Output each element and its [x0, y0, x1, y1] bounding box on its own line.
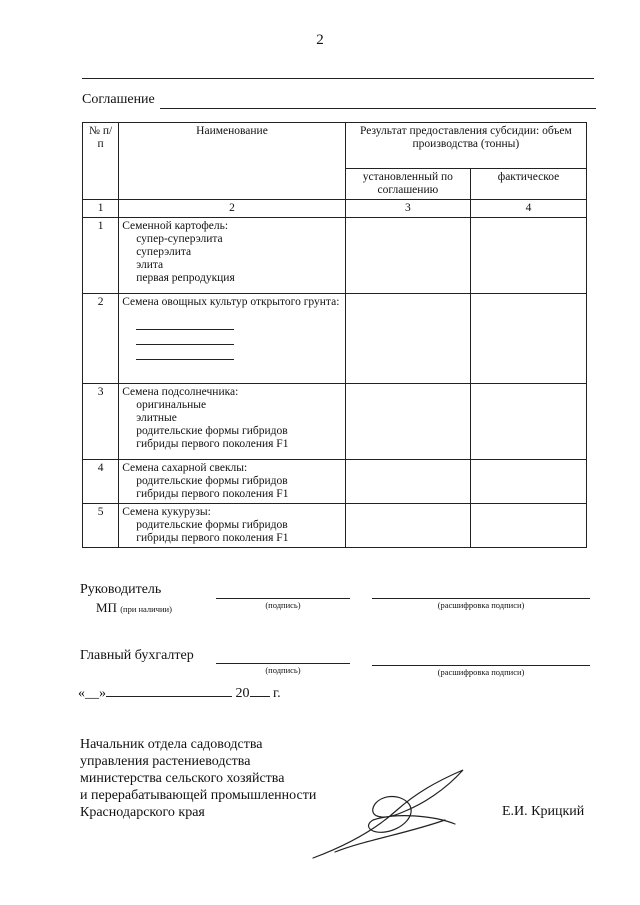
footer-line: Краснодарского края — [80, 805, 205, 820]
row-num: 4 — [83, 460, 119, 504]
accountant-decode-caption: (расшифровка подписи) — [437, 667, 525, 677]
accountant-label: Главный бухгалтер — [80, 648, 194, 663]
head-signature-caption: (подпись) — [265, 600, 301, 610]
footer-line: Начальник отдела садоводства — [80, 737, 263, 752]
table-row — [83, 504, 587, 548]
row-num: 5 — [83, 504, 119, 548]
accountant-signature-caption: (подпись) — [265, 665, 301, 675]
row-title: Семенной картофель: — [122, 220, 229, 232]
actual-cell — [470, 294, 586, 384]
header-actual: фактическое — [470, 169, 586, 200]
row-num: 2 — [83, 294, 119, 384]
col-number: 1 — [83, 200, 119, 218]
row-name — [119, 384, 346, 460]
date-line — [78, 684, 281, 702]
mp-stamp-label — [96, 600, 172, 616]
planned-cell — [345, 460, 470, 504]
handwritten-signature — [305, 760, 485, 870]
row-item: родительские формы гибридов — [136, 519, 288, 531]
row-name — [119, 218, 346, 294]
row-name — [119, 294, 346, 384]
head-label: Руководитель — [80, 582, 162, 597]
row-item: гибриды первого поколения F1 — [136, 488, 289, 500]
table-row — [83, 294, 587, 384]
subsidy-table — [82, 122, 587, 548]
row-item: элита — [136, 259, 164, 271]
row-num: 1 — [83, 218, 119, 294]
actual-cell — [470, 504, 586, 548]
agreement-line — [160, 108, 596, 109]
footer-line: министерства сельского хозяйства — [80, 771, 285, 786]
row-item: родительские формы гибридов — [136, 475, 288, 487]
row-item: элитные — [136, 412, 177, 424]
date-day: «__» — [78, 686, 106, 701]
signer-name: Е.И. Крицкий — [502, 804, 585, 819]
date-suffix: г. — [273, 686, 281, 701]
actual-cell — [470, 218, 586, 294]
row-item: родительские формы гибридов — [136, 425, 288, 437]
top-rule — [82, 78, 594, 79]
header-planned: установленный по соглашению — [345, 169, 470, 200]
page-number: 2 — [316, 32, 324, 48]
row-title: Семена кукурузы: — [122, 506, 211, 518]
row-num: 3 — [83, 384, 119, 460]
actual-cell — [470, 384, 586, 460]
table-row — [83, 460, 587, 504]
planned-cell — [345, 384, 470, 460]
row-item: оригинальные — [136, 399, 207, 411]
row-name — [119, 504, 346, 548]
row-item: первая репродукция — [136, 272, 235, 284]
table-row — [83, 218, 587, 294]
row-title: Семена сахарной свеклы: — [122, 462, 248, 474]
planned-cell — [345, 504, 470, 548]
blank-line — [136, 315, 234, 330]
date-year-blank — [250, 684, 270, 697]
head-decode-caption: (расшифровка подписи) — [437, 600, 525, 610]
footer-line: и перерабатывающей промышленности — [80, 788, 317, 803]
row-title: Семена овощных культур открытого грунта: — [122, 296, 340, 308]
col-number: 4 — [470, 200, 586, 218]
mp-note: (при наличии) — [120, 604, 172, 614]
date-month-blank — [106, 684, 232, 697]
blank-line — [136, 330, 234, 345]
row-item: супер-суперэлита — [136, 233, 223, 245]
accountant-decode-line — [372, 665, 590, 666]
planned-cell — [345, 294, 470, 384]
agreement-label: Соглашение — [82, 92, 155, 107]
col-number: 2 — [119, 200, 346, 218]
row-title: Семена подсолнечника: — [122, 386, 239, 398]
col-number: 3 — [345, 200, 470, 218]
row-item: суперэлита — [136, 246, 192, 258]
head-signature-line — [216, 598, 350, 599]
accountant-signature-line — [216, 663, 350, 664]
mp-label: МП — [96, 600, 117, 615]
row-item: гибриды первого поколения F1 — [136, 532, 289, 544]
date-year-prefix: 20 — [235, 686, 250, 701]
header-name: Наименование — [119, 123, 346, 200]
row-item: гибриды первого поколения F1 — [136, 438, 289, 450]
footer-position — [80, 736, 316, 821]
row-name — [119, 460, 346, 504]
blank-line — [136, 345, 234, 360]
head-decode-line — [372, 598, 590, 599]
planned-cell — [345, 218, 470, 294]
header-num: № п/п — [83, 123, 119, 200]
footer-line: управления растениеводства — [80, 754, 251, 769]
actual-cell — [470, 460, 586, 504]
table-row — [83, 384, 587, 460]
header-result: Результат предоставления субсидии: объем производства (тонны) — [345, 123, 586, 169]
